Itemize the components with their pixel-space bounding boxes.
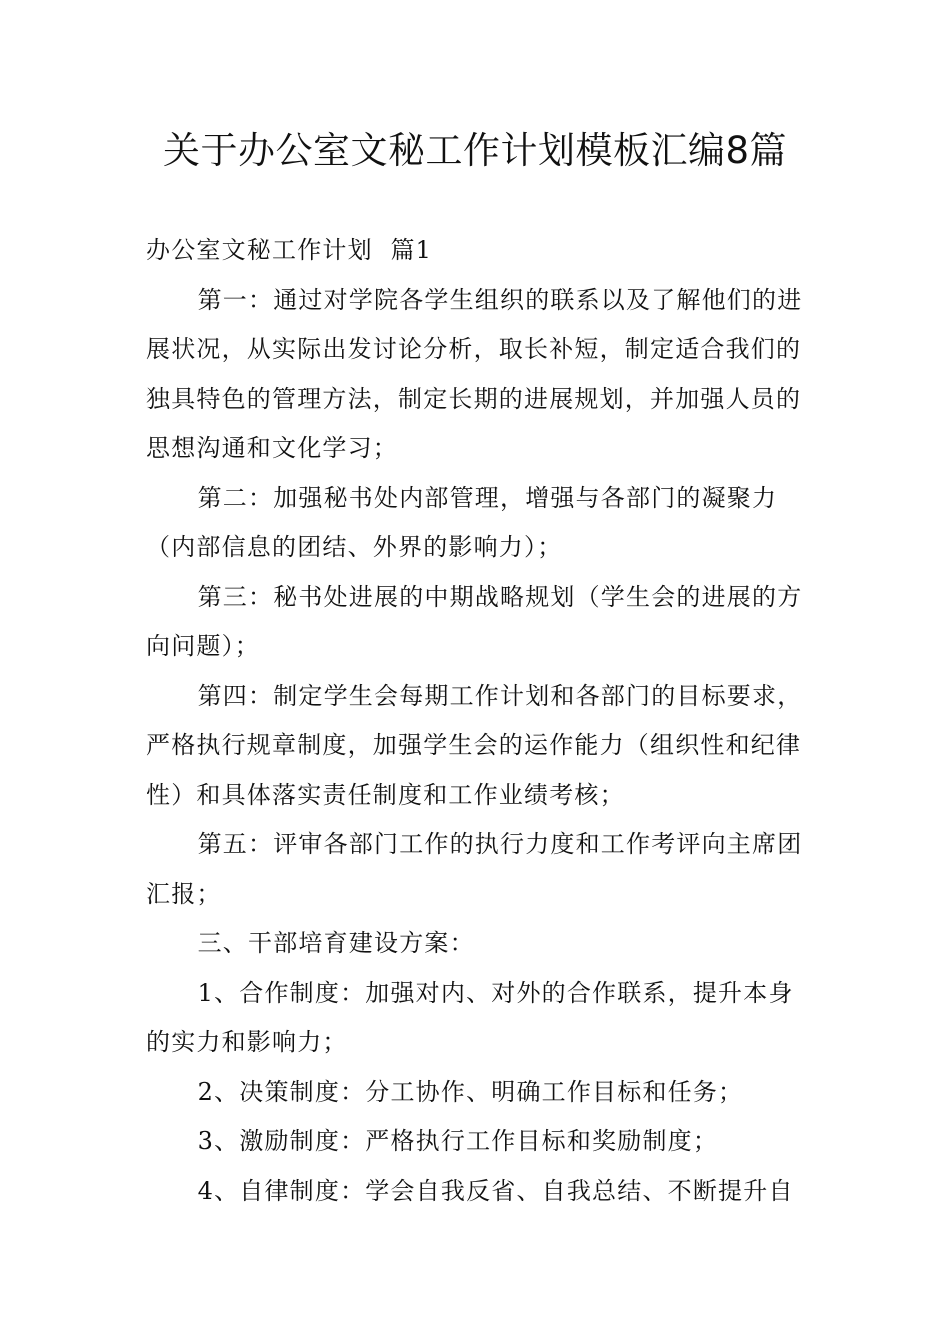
paragraph-5: 第五：评审各部门工作的执行力度和工作考评向主席团汇报； <box>146 830 803 908</box>
paragraph-6: 三、干部培育建设方案： <box>197 929 475 957</box>
paragraph-9: 3、激励制度：严格执行工作目标和奖励制度； <box>197 1127 719 1155</box>
paragraph-1: 第一：通过对学院各学生组织的联系以及了解他们的进展状况，从实际出发讨论分析，取长补短，制定适合我们的独具特色的管理方法，制定长期的进展规划，并加强人员的思想沟通和文化学习； <box>146 285 803 462</box>
paragraph-3: 第三：秘书处进展的中期战略规划（学生会的进展的方向问题）； <box>146 582 803 660</box>
paragraph-10: 4、自律制度：学会自我反省、自我总结、不断提升自 <box>197 1176 794 1205</box>
document-body <box>146 226 818 1216</box>
paragraph-7: 1、合作制度：加强对内、对外的合作联系，提升本身的实力和影响力； <box>146 978 794 1056</box>
section-heading: 办公室文秘工作计划 篇1 <box>146 236 433 264</box>
paragraph-4: 第四：制定学生会每期工作计划和各部门的目标要求，严格执行规章制度，加强学生会的运作能力（组织性和纪律性）和具体落实责任制度和工作业绩考核； <box>146 681 803 809</box>
paragraph-8: 2、决策制度：分工协作、明确工作目标和任务； <box>197 1077 744 1106</box>
document-title: 关于办公室文秘工作计划模板汇编8篇 <box>162 129 788 172</box>
paragraph-2: 第二：加强秘书处内部管理，增强与各部门的凝聚力（内部信息的团结、外界的影响力）； <box>146 483 778 561</box>
